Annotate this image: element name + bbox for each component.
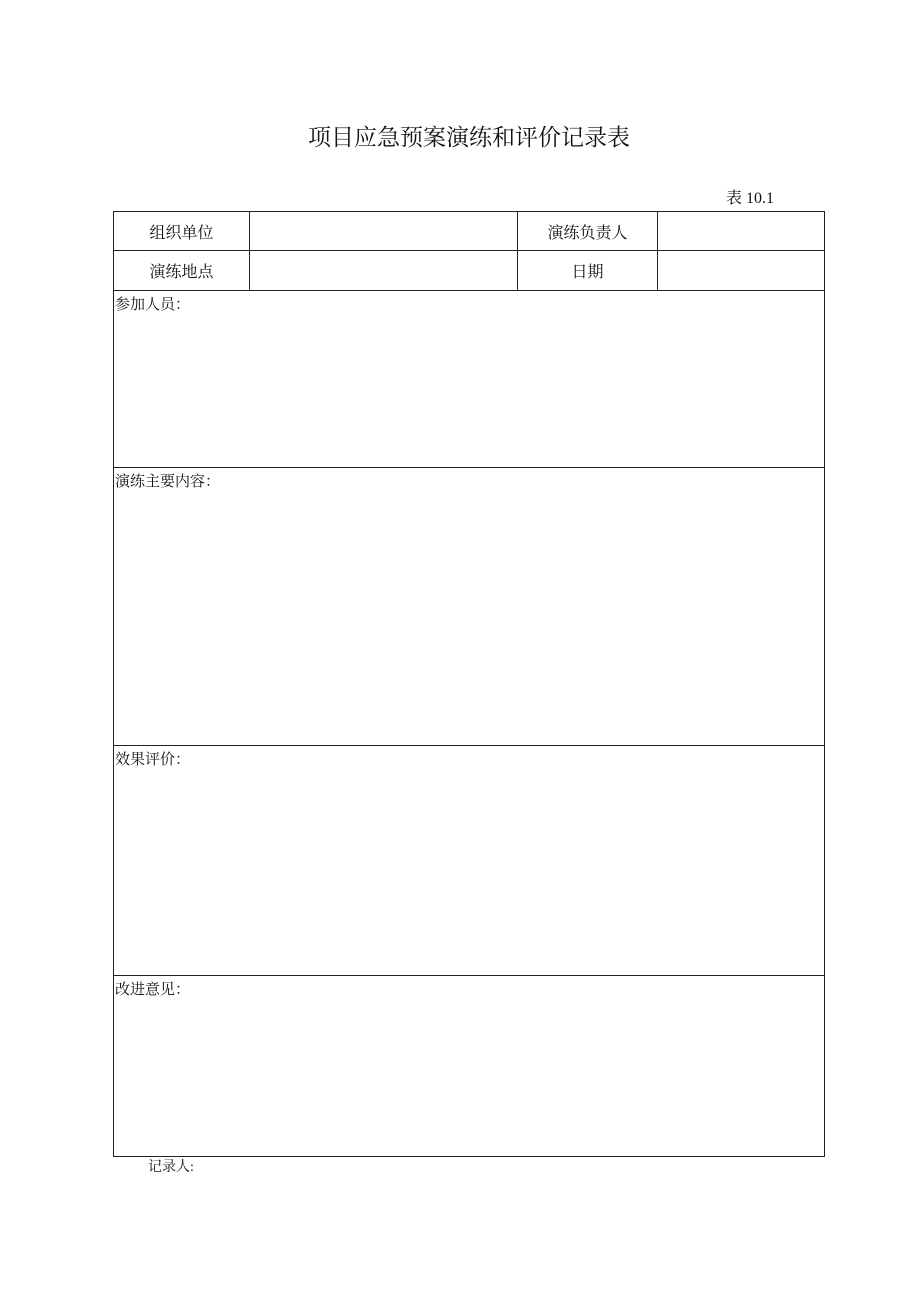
improvement-content bbox=[115, 1000, 824, 1004]
drill-content-label: 演练主要内容： bbox=[115, 474, 221, 490]
drill-location-value-cell bbox=[250, 251, 518, 291]
drill-leader-label-cell bbox=[518, 212, 658, 251]
drill-location-label: 演练地点 bbox=[149, 264, 214, 281]
date-label-cell bbox=[518, 251, 658, 291]
participants-content bbox=[115, 315, 824, 319]
drill-location-label-cell bbox=[114, 251, 250, 291]
organizer-label: 组织单位 bbox=[149, 224, 214, 242]
recorder-label: 记录人: bbox=[148, 1160, 194, 1175]
organizer-label-cell bbox=[114, 212, 250, 251]
table-number: 表 10.1 bbox=[725, 190, 774, 207]
improvement-section bbox=[114, 976, 825, 1157]
organizer-value-cell bbox=[250, 212, 518, 251]
date-value-cell bbox=[658, 251, 825, 291]
drill-record-table bbox=[113, 211, 825, 1157]
participants-section bbox=[114, 291, 825, 468]
drill-leader-value-cell bbox=[658, 212, 825, 251]
evaluation-section bbox=[114, 746, 825, 976]
evaluation-label: 效果评价： bbox=[115, 752, 191, 768]
drill-content-text bbox=[115, 492, 824, 496]
improvement-label: 改进意见： bbox=[115, 982, 191, 998]
drill-leader-label: 演练负责人 bbox=[547, 224, 628, 242]
date-label: 日期 bbox=[571, 264, 604, 281]
page-title: 项目应急预案演练和评价记录表 bbox=[308, 125, 630, 151]
evaluation-content bbox=[115, 770, 824, 774]
drill-content-section bbox=[114, 468, 825, 746]
participants-label: 参加人员： bbox=[115, 297, 191, 313]
